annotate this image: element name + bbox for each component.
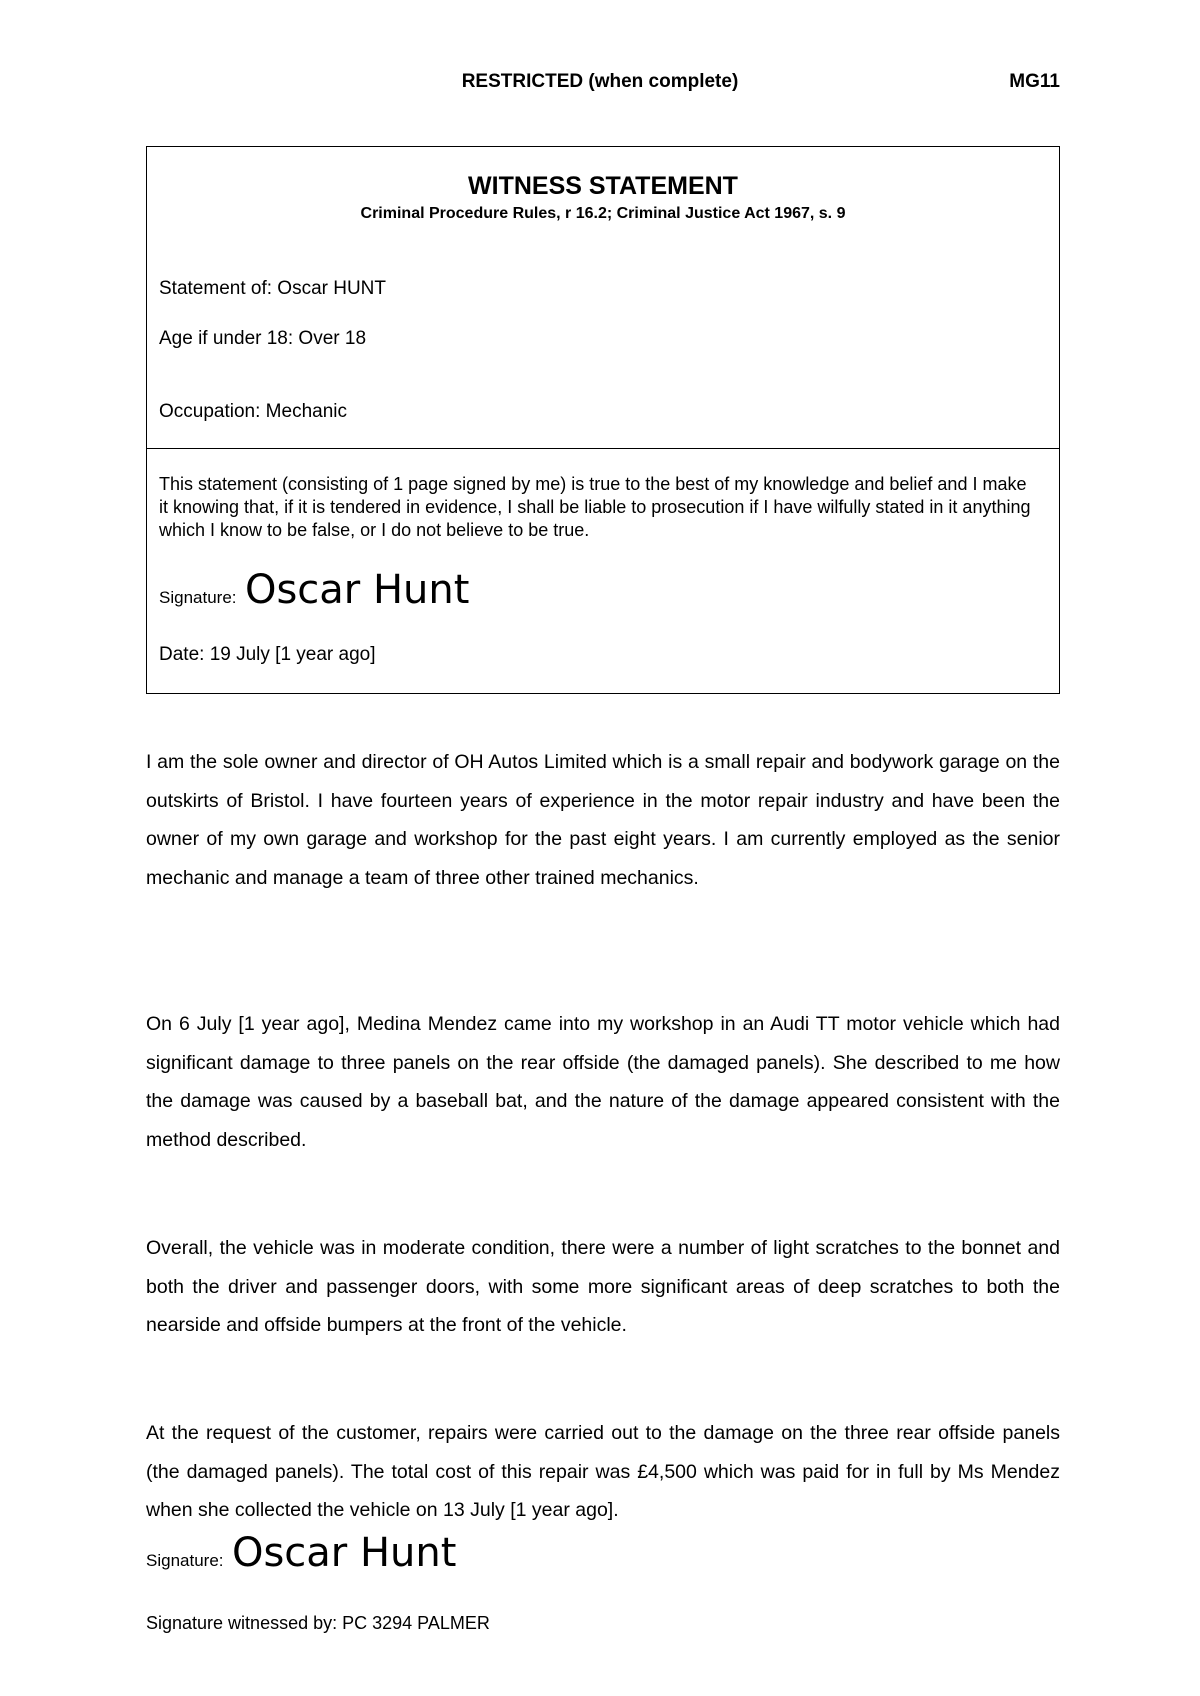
form-code: MG11 bbox=[1009, 71, 1060, 92]
signature: Oscar Hunt bbox=[231, 1530, 457, 1576]
statement-title: WITNESS STATEMENT bbox=[468, 172, 738, 200]
signature-label: Signature: bbox=[146, 1551, 224, 1570]
statement-paragraph: I am the sole owner and director of OH Autos Limited which is a small repair and bodywork garage on the outskirts of Bristol. I have fourteen years of experience in the motor repair industry and have been the owner of my own garage and workshop for the past eight years. I am currently employed as the senior mechanic and manage a team of three other trained mechanics. bbox=[146, 751, 1060, 889]
signature: Oscar Hunt bbox=[244, 567, 470, 613]
statement-subtitle: Criminal Procedure Rules, r 16.2; Criminal Justice Act 1967, s. 9 bbox=[360, 205, 846, 222]
signature-witnessed-by: Signature witnessed by: PC 3294 PALMER bbox=[146, 1613, 490, 1633]
occupation-field: Occupation: Mechanic bbox=[159, 401, 347, 422]
restricted-header: RESTRICTED (when complete) bbox=[461, 71, 739, 92]
signature-label: Signature: bbox=[159, 588, 237, 607]
date-field: Date: 19 July [1 year ago] bbox=[159, 644, 376, 665]
statement-of-field: Statement of: Oscar HUNT bbox=[159, 278, 387, 299]
declaration-box bbox=[146, 448, 1060, 694]
statement-paragraph: Overall, the vehicle was in moderate condition, there were a number of light scratches to the bonnet and both the driver and passenger doors, with some more significant areas of deep scratches to both the nearside and offside bumpers at the front of the vehicle. bbox=[146, 1237, 1060, 1336]
age-field: Age if under 18: Over 18 bbox=[159, 328, 367, 349]
declaration-text: This statement (consisting of 1 page signed by me) is true to the best of my knowledge and belief and I make it knowing that, if it is tendered in evidence, I shall be liable to prosecution if I have wilfully stated in it anything which I know to be false, or I do not believe to be true. bbox=[159, 474, 1031, 540]
footer-signature-row bbox=[146, 1530, 456, 1576]
statement-paragraph: At the request of the customer, repairs were carried out to the damage on the three rear offside panels (the damaged panels). The total cost of this repair was £4,500 which was paid for in full by Ms Mendez when she collected the vehicle on 13 July [1 year ago]. bbox=[146, 1422, 1060, 1521]
declaration-signature-row bbox=[159, 567, 469, 613]
statement-details-box bbox=[146, 146, 1060, 449]
statement-paragraph: On 6 July [1 year ago], Medina Mendez came into my workshop in an Audi TT motor vehicle which had significant damage to three panels on the rear offside (the damaged panels). She described to me how the damage was caused by a baseball bat, and the nature of the damage appeared consistent with the method described. bbox=[146, 1013, 1060, 1151]
